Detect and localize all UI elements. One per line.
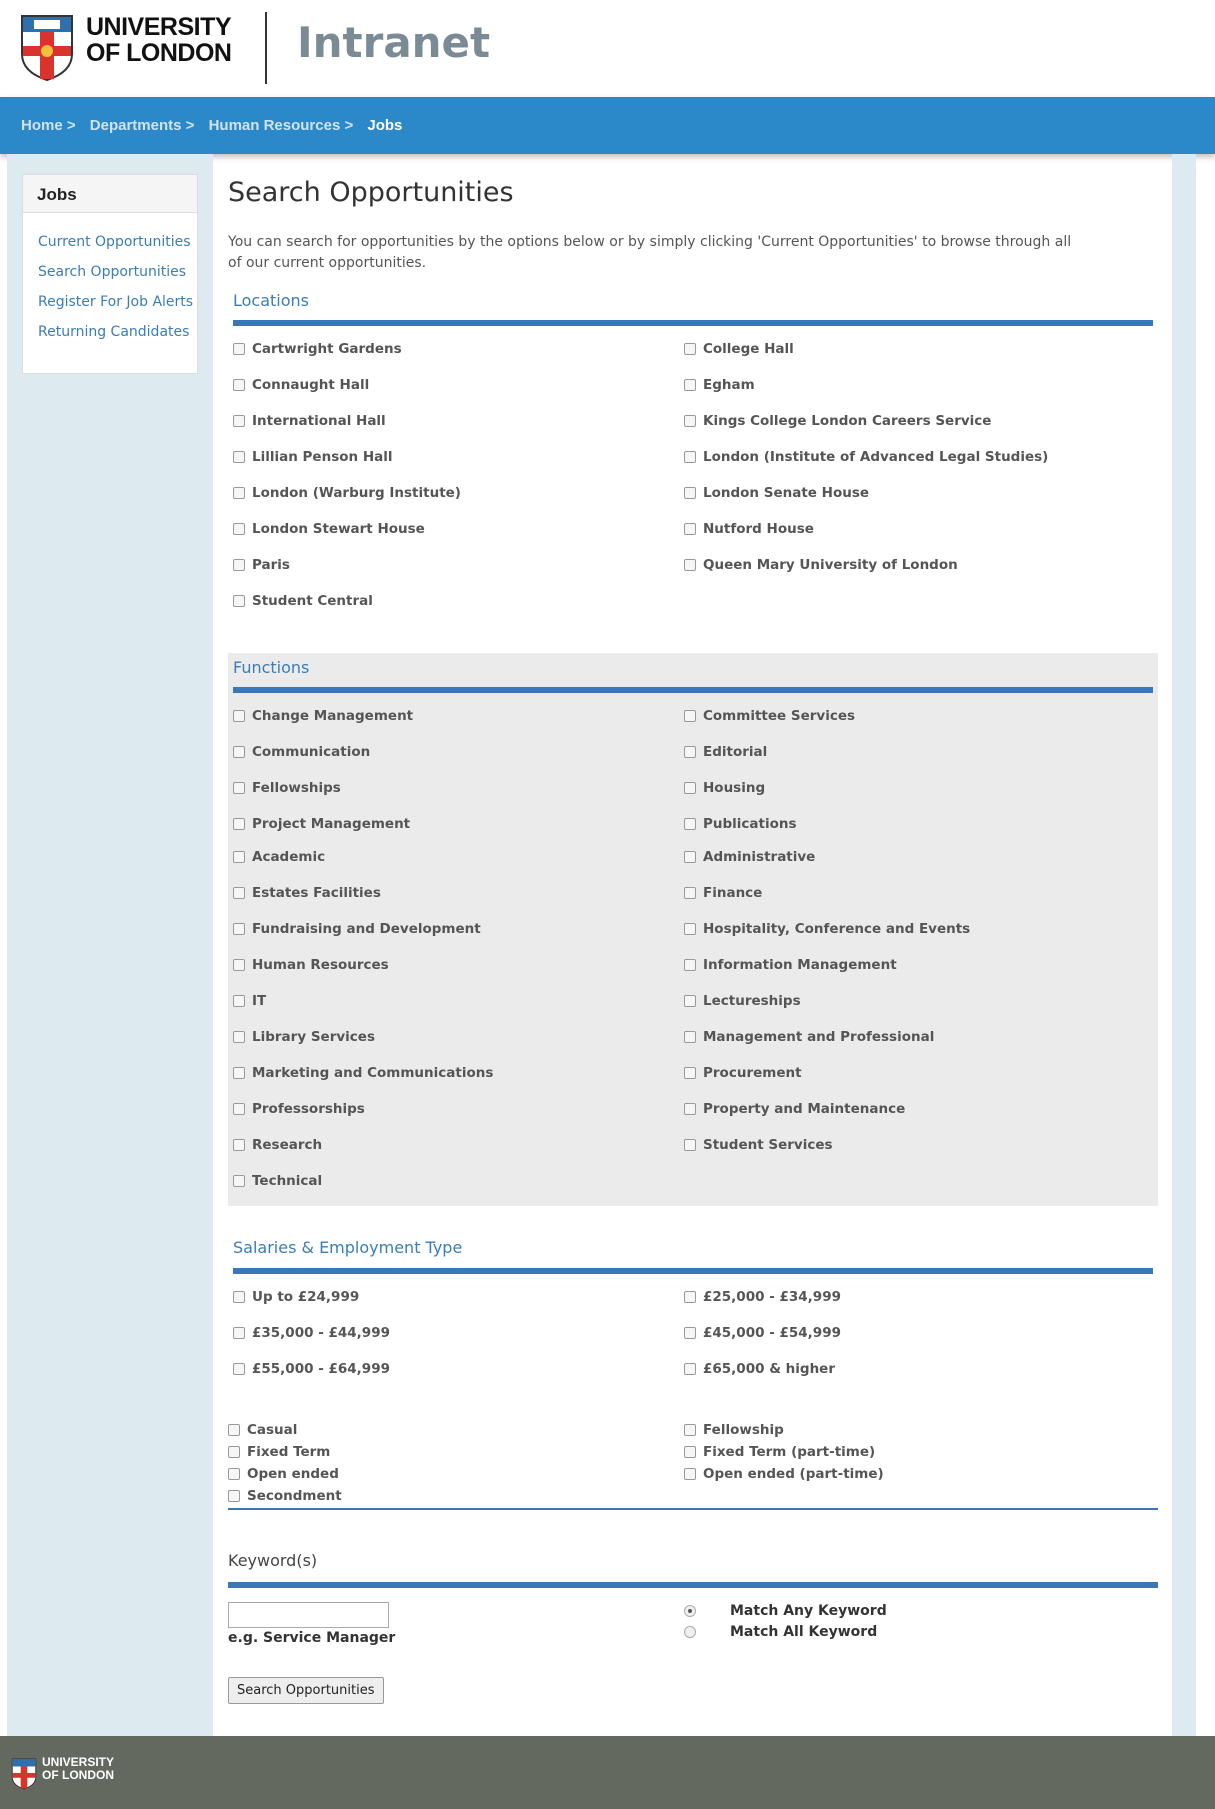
function-checkbox-property-and-maintenance[interactable] (684, 1103, 696, 1115)
function-checkbox-management-and-professional[interactable] (684, 1031, 696, 1043)
salary-checkbox-45-000-54-999[interactable] (684, 1327, 696, 1339)
location-checkbox-international-hall[interactable] (233, 415, 245, 427)
footer-logo-line-2: OF LONDON (42, 1768, 114, 1782)
function-checkbox-communication[interactable] (233, 746, 245, 758)
location-checkbox-paris[interactable] (233, 559, 245, 571)
section-title-locations: Locations (233, 291, 310, 310)
location-checkbox-kings-college-london-careers-service[interactable] (684, 415, 696, 427)
employment-checkbox-fellowship[interactable] (684, 1424, 696, 1436)
function-label-property-and-maintenance[interactable]: Property and Maintenance (703, 1101, 906, 1117)
salary-label-45-000-54-999[interactable]: £45,000 - £54,999 (703, 1325, 841, 1341)
function-label-finance[interactable]: Finance (703, 885, 763, 901)
function-checkbox-student-services[interactable] (684, 1139, 696, 1151)
sidebar-item-current-opportunities[interactable]: Current Opportunities (38, 234, 191, 250)
footer-logo-text[interactable] (42, 1756, 114, 1782)
sidebar-title: Jobs (23, 175, 197, 213)
section-divider (233, 1268, 1153, 1274)
employment-label-fixed-term[interactable]: Fixed Term (247, 1444, 331, 1460)
sidebar-item-returning-candidates[interactable]: Returning Candidates (38, 324, 190, 340)
page-title: Search Opportunities (228, 177, 514, 208)
employment-label-secondment[interactable]: Secondment (247, 1488, 342, 1504)
function-checkbox-estates-facilities[interactable] (233, 887, 245, 899)
function-checkbox-information-management[interactable] (684, 959, 696, 971)
function-label-administrative[interactable]: Administrative (703, 849, 816, 865)
function-checkbox-administrative[interactable] (684, 851, 696, 863)
function-label-change-management[interactable]: Change Management (252, 708, 414, 724)
function-label-fundraising-and-development[interactable]: Fundraising and Development (252, 921, 481, 937)
salary-checkbox-55-000-64-999[interactable] (233, 1363, 245, 1375)
function-label-committee-services[interactable]: Committee Services (703, 708, 856, 724)
salary-label-35-000-44-999[interactable]: £35,000 - £44,999 (252, 1325, 390, 1341)
salary-label-up-to-24-999[interactable]: Up to £24,999 (252, 1289, 360, 1305)
location-label-student-central[interactable]: Student Central (252, 593, 373, 609)
function-checkbox-human-resources[interactable] (233, 959, 245, 971)
location-checkbox-london-warburg-institute[interactable] (233, 487, 245, 499)
function-label-human-resources[interactable]: Human Resources (252, 957, 389, 973)
location-checkbox-queen-mary-university-of-london[interactable] (684, 559, 696, 571)
function-label-estates-facilities[interactable]: Estates Facilities (252, 885, 381, 901)
site-header (0, 0, 1215, 97)
location-checkbox-student-central[interactable] (233, 595, 245, 607)
employment-label-open-ended[interactable]: Open ended (247, 1466, 339, 1482)
employment-label-fellowship[interactable]: Fellowship (703, 1422, 784, 1438)
location-checkbox-egham[interactable] (684, 379, 696, 391)
function-label-project-management[interactable]: Project Management (252, 816, 411, 832)
location-label-connaught-hall[interactable]: Connaught Hall (252, 377, 370, 393)
function-checkbox-professorships[interactable] (233, 1103, 245, 1115)
function-label-technical[interactable]: Technical (252, 1173, 323, 1189)
employment-checkbox-open-ended[interactable] (228, 1468, 240, 1480)
sidebar-item-search-opportunities[interactable]: Search Opportunities (38, 264, 187, 280)
function-checkbox-research[interactable] (233, 1139, 245, 1151)
location-checkbox-connaught-hall[interactable] (233, 379, 245, 391)
employment-label-open-ended-part-time[interactable]: Open ended (part-time) (703, 1466, 884, 1482)
university-crest-icon[interactable] (20, 14, 74, 82)
match-any-label[interactable]: Match Any Keyword (730, 1603, 887, 1619)
function-label-library-services[interactable]: Library Services (252, 1029, 375, 1045)
section-title-salaries-employment-type: Salaries & Employment Type (233, 1238, 463, 1257)
function-label-publications[interactable]: Publications (703, 816, 797, 832)
function-label-editorial[interactable]: Editorial (703, 744, 768, 760)
breadcrumb (21, 117, 412, 134)
section-divider (233, 687, 1153, 693)
search-opportunities-button[interactable]: Search Opportunities (228, 1677, 384, 1704)
employment-checkbox-fixed-term[interactable] (228, 1446, 240, 1458)
match-all-label[interactable]: Match All Keyword (730, 1624, 878, 1640)
location-checkbox-lillian-penson-hall[interactable] (233, 451, 245, 463)
site-footer (0, 1736, 1215, 1809)
salary-checkbox-35-000-44-999[interactable] (233, 1327, 245, 1339)
function-checkbox-editorial[interactable] (684, 746, 696, 758)
logo-line-1: UNIVERSITY (86, 13, 232, 41)
location-checkbox-college-hall[interactable] (684, 343, 696, 355)
function-label-research[interactable]: Research (252, 1137, 323, 1153)
salary-checkbox-25-000-34-999[interactable] (684, 1291, 696, 1303)
function-checkbox-it[interactable] (233, 995, 245, 1007)
function-label-housing[interactable]: Housing (703, 780, 766, 796)
function-label-management-and-professional[interactable]: Management and Professional (703, 1029, 935, 1045)
function-checkbox-marketing-and-communications[interactable] (233, 1067, 245, 1079)
salary-label-65-000-higher[interactable]: £65,000 & higher (703, 1361, 835, 1377)
location-checkbox-london-stewart-house[interactable] (233, 523, 245, 535)
location-checkbox-nutford-house[interactable] (684, 523, 696, 535)
location-label-london-institute-of-advanced-legal-studies[interactable]: London (Institute of Advanced Legal Studies) (703, 449, 1049, 465)
function-label-academic[interactable]: Academic (252, 849, 326, 865)
function-checkbox-change-management[interactable] (233, 710, 245, 722)
logo-line-2: OF LONDON (86, 39, 232, 67)
employment-divider (228, 1508, 1158, 1510)
function-checkbox-academic[interactable] (233, 851, 245, 863)
match-all-radio[interactable] (684, 1626, 696, 1638)
location-label-queen-mary-university-of-london[interactable]: Queen Mary University of London (703, 557, 958, 573)
function-checkbox-lectureships[interactable] (684, 995, 696, 1007)
match-any-radio[interactable] (684, 1605, 696, 1617)
footer-logo-line-1: UNIVERSITY (42, 1755, 115, 1769)
location-label-nutford-house[interactable]: Nutford House (703, 521, 814, 537)
logo-divider (265, 12, 267, 84)
function-label-hospitality-conference-and-events[interactable]: Hospitality, Conference and Events (703, 921, 971, 937)
function-label-procurement[interactable]: Procurement (703, 1065, 802, 1081)
employment-checkbox-secondment[interactable] (228, 1490, 240, 1502)
function-checkbox-procurement[interactable] (684, 1067, 696, 1079)
university-logo-text[interactable] (86, 14, 232, 66)
location-label-london-warburg-institute[interactable]: London (Warburg Institute) (252, 485, 461, 501)
site-name[interactable]: Intranet (297, 18, 491, 67)
location-label-international-hall[interactable]: International Hall (252, 413, 386, 429)
employment-checkbox-fixed-term-part-time[interactable] (684, 1446, 696, 1458)
keyword-hint: e.g. Service Manager (228, 1630, 396, 1646)
jobs-sidebar (22, 174, 198, 374)
keywords-divider (228, 1582, 1158, 1588)
function-label-it[interactable]: IT (252, 993, 267, 1009)
intro-text: You can search for opportunities by the options below or by simply clicking 'Current Opportunities' to browse through all of our current opportunities. (228, 234, 1072, 271)
function-label-marketing-and-communications[interactable]: Marketing and Communications (252, 1065, 494, 1081)
right-background (1172, 154, 1196, 1736)
salary-label-25-000-34-999[interactable]: £25,000 - £34,999 (703, 1289, 841, 1305)
function-label-lectureships[interactable]: Lectureships (703, 993, 801, 1009)
salary-label-55-000-64-999[interactable]: £55,000 - £64,999 (252, 1361, 390, 1377)
function-checkbox-committee-services[interactable] (684, 710, 696, 722)
breadcrumb-bar (0, 97, 1215, 154)
function-label-professorships[interactable]: Professorships (252, 1101, 365, 1117)
breadcrumb-human-resources[interactable]: Human Resources > (208, 117, 354, 134)
function-checkbox-library-services[interactable] (233, 1031, 245, 1043)
function-checkbox-project-management[interactable] (233, 818, 245, 830)
location-label-cartwright-gardens[interactable]: Cartwright Gardens (252, 341, 402, 357)
function-checkbox-fundraising-and-development[interactable] (233, 923, 245, 935)
left-background (7, 154, 213, 1736)
employment-checkbox-open-ended-part-time[interactable] (684, 1468, 696, 1480)
function-label-information-management[interactable]: Information Management (703, 957, 897, 973)
function-checkbox-technical[interactable] (233, 1175, 245, 1187)
function-label-fellowships[interactable]: Fellowships (252, 780, 341, 796)
breadcrumb-home[interactable]: Home > (21, 117, 76, 134)
location-label-lillian-penson-hall[interactable]: Lillian Penson Hall (252, 449, 393, 465)
footer-crest-icon[interactable] (11, 1758, 37, 1790)
section-title-functions: Functions (233, 658, 310, 677)
salary-checkbox-up-to-24-999[interactable] (233, 1291, 245, 1303)
location-label-egham[interactable]: Egham (703, 377, 755, 393)
function-checkbox-hospitality-conference-and-events[interactable] (684, 923, 696, 935)
sidebar-item-register-job-alerts[interactable]: Register For Job Alerts (38, 294, 194, 310)
function-label-communication[interactable]: Communication (252, 744, 371, 760)
location-checkbox-london-institute-of-advanced-legal-studies[interactable] (684, 451, 696, 463)
breadcrumb-jobs: Jobs (367, 117, 403, 134)
employment-checkbox-casual[interactable] (228, 1424, 240, 1436)
function-checkbox-publications[interactable] (684, 818, 696, 830)
employment-label-casual[interactable]: Casual (247, 1422, 298, 1438)
function-checkbox-housing[interactable] (684, 782, 696, 794)
location-checkbox-london-senate-house[interactable] (684, 487, 696, 499)
function-label-student-services[interactable]: Student Services (703, 1137, 833, 1153)
keywords-title: Keyword(s) (228, 1551, 318, 1570)
location-checkbox-cartwright-gardens[interactable] (233, 343, 245, 355)
location-label-college-hall[interactable]: College Hall (703, 341, 794, 357)
location-label-london-senate-house[interactable]: London Senate House (703, 485, 870, 501)
employment-label-fixed-term-part-time[interactable]: Fixed Term (part-time) (703, 1444, 876, 1460)
breadcrumb-departments[interactable]: Departments > (89, 117, 195, 134)
location-label-paris[interactable]: Paris (252, 557, 290, 573)
function-checkbox-finance[interactable] (684, 887, 696, 899)
location-label-london-stewart-house[interactable]: London Stewart House (252, 521, 425, 537)
function-checkbox-fellowships[interactable] (233, 782, 245, 794)
section-divider (233, 320, 1153, 326)
salary-checkbox-65-000-higher[interactable] (684, 1363, 696, 1375)
keyword-input[interactable] (228, 1602, 389, 1628)
location-label-kings-college-london-careers-service[interactable]: Kings College London Careers Service (703, 413, 992, 429)
